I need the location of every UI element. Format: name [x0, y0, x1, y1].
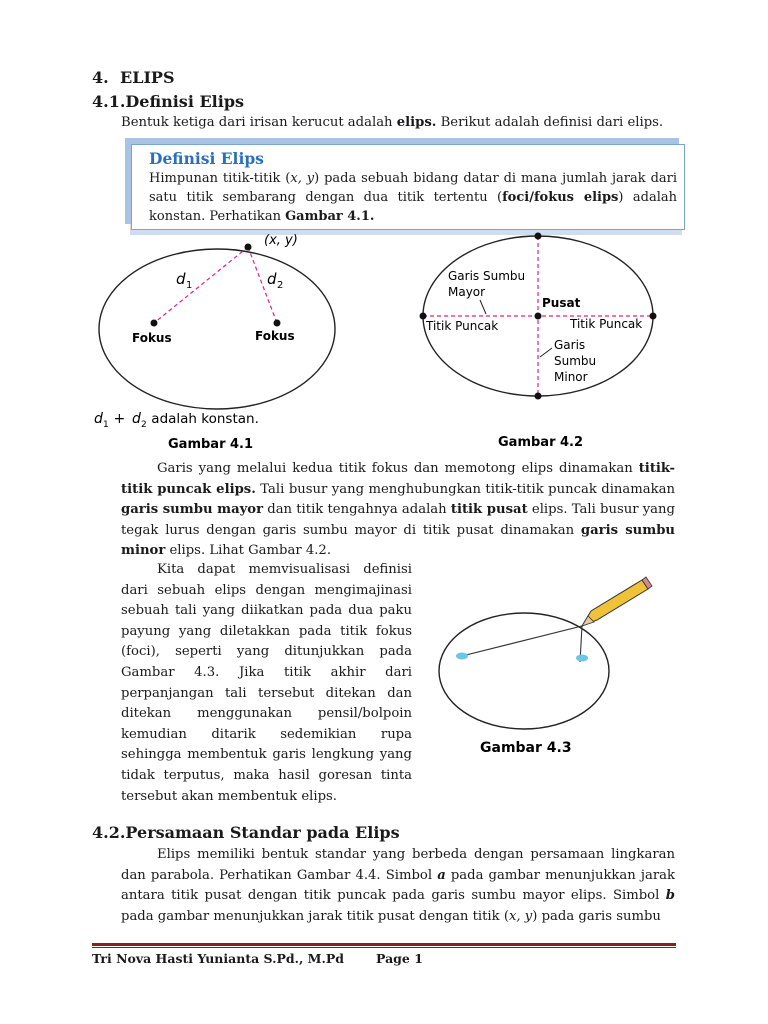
section-number: 4. — [92, 68, 109, 87]
p3-c: pada gambar menunjukkan jarak antara titik pusat dengan titik puncak pada garis sumbu mayor elips. Simbol — [121, 867, 675, 904]
vertex-left-label: Titik Puncak — [426, 319, 499, 333]
section-title: ELIPS — [120, 68, 175, 87]
intro-post: Berikut adalah definisi dari elips. — [436, 115, 664, 130]
center-point — [535, 313, 542, 320]
left-pin-icon — [456, 653, 468, 660]
major-pointer — [480, 300, 486, 314]
sum-d1-sub: 1 — [103, 420, 109, 430]
p1-i: elips. Lihat Gambar 4.2. — [165, 543, 332, 559]
def-t4: foci/fokus elips — [502, 190, 619, 205]
focus-left-point — [151, 320, 158, 327]
figure-4-3-caption: Gambar 4.3 — [480, 740, 572, 756]
vertex-right-label: Titik Puncak — [570, 317, 643, 331]
center-label: Pusat — [542, 296, 581, 310]
p3-b: a — [437, 867, 446, 883]
footer-author: Tri Nova Hasti Yunianta S.Pd., M.Pd — [92, 951, 345, 966]
def-t1: Himpunan titik-titik ( — [149, 171, 291, 186]
point-xy-label: (x, y) — [264, 233, 298, 248]
subsection-title: Definisi Elips — [125, 92, 245, 111]
minor-label-line1: Garis — [554, 338, 586, 352]
focus-left-label: Fokus — [132, 331, 172, 345]
p3-d: b — [665, 888, 675, 904]
major-label-line2: Mayor — [448, 285, 486, 299]
sum-text: adalah konstan. — [147, 411, 259, 427]
d2-label: d — [267, 270, 277, 288]
minor-label-line3: Minor — [554, 370, 588, 384]
minor-label-line2: Sumbu — [554, 354, 597, 368]
paragraph-standard-form — [121, 845, 675, 927]
def-t6: Gambar 4.1. — [285, 209, 375, 224]
d1-sub: 1 — [186, 280, 193, 291]
pencil-icon — [582, 577, 652, 626]
subsection-heading-4-2 — [92, 823, 400, 842]
p3-g: ) pada garis sumbu — [532, 908, 661, 924]
intro-bold: elips. — [396, 115, 437, 130]
distance-d1-line — [154, 247, 248, 323]
right-vertex-point — [650, 313, 657, 320]
subsection-title-2: Persamaan Standar pada Elips — [125, 823, 400, 842]
d1-label: d — [176, 270, 186, 288]
p1-c: Tali busur yang menghubungkan titik-titik puncak dinamakan — [255, 481, 676, 497]
intro-text — [121, 115, 681, 130]
figure-4-1-caption: Gambar 4.1 — [168, 437, 254, 452]
sum-plus: + — [109, 411, 130, 427]
focus-right-point — [274, 320, 281, 327]
p1-a: Garis yang melalui kedua titik fokus dan memotong elips dinamakan — [157, 461, 639, 476]
p1-d: garis sumbu mayor — [121, 502, 264, 518]
string-line — [462, 626, 582, 662]
focus-right-label: Fokus — [255, 329, 295, 343]
p1-f: titik pusat — [450, 502, 528, 518]
figure-4-2 — [414, 228, 672, 454]
d2-sub: 2 — [277, 280, 284, 291]
sum-d2-sub: 2 — [141, 420, 147, 430]
subsection-number-2: 4.2. — [92, 823, 126, 842]
point-xy — [245, 244, 252, 251]
footer-page-number: Page 1 — [376, 951, 423, 966]
p3-a: Elips memiliki bentuk standar yang berbeda dengan persamaan lingkaran dan parabola. Perhatikan Gambar 4.4. Simbol — [121, 847, 675, 883]
intro-pre: Bentuk ketiga dari irisan kerucut adalah — [121, 115, 397, 130]
p3-e: pada gambar menunjukkan jarak titik pusat dengan titik ( — [121, 908, 509, 924]
def-t3: ) pada sebuah bidang datar di mana jumlah jarak dari satu titik sembarang dengan dua titik tertentu ( — [149, 171, 678, 205]
subsection-heading-4-1 — [92, 92, 244, 111]
bottom-vertex-point — [535, 393, 542, 400]
figure-4-3 — [436, 576, 658, 760]
top-vertex-point — [535, 233, 542, 240]
ellipse-outline-3 — [439, 613, 609, 729]
figure-4-2-caption: Gambar 4.2 — [498, 435, 584, 450]
def-t5: ) adalah konstan. Perhatikan — [149, 190, 677, 224]
p1-b: titik-titik puncak elips. — [121, 461, 675, 497]
p3-f: x, y — [508, 908, 533, 924]
footer-rule-thick — [92, 943, 676, 946]
definition-body — [149, 169, 677, 226]
definition-title: Definisi Elips — [149, 149, 264, 168]
paragraph-visualize: Kita dapat memvisualisasi definisi dari sebuah elips dengan mengimajinasi sebuah tali yang diikatkan pada dua paku payung yang diletakkan pada titik fokus (foci), seperti yang ditunjukkan pada Gambar 4.3. Jika titik akhir dari perpanjangan tali tersebut ditekan dan ditekan menggunakan pensil/bolpoin kemudian ditarik sedemikian rupa sehingga membentuk garis lengkung yang tidak terputus, maka hasil goresan tinta tersebut akan membentuk elips. — [121, 562, 412, 804]
p1-h: garis sumbu minor — [121, 522, 675, 559]
p1-e: dan titik tengahnya adalah — [263, 502, 451, 518]
major-label-line1: Garis Sumbu — [448, 269, 526, 283]
section-heading — [92, 68, 175, 87]
ellipse-outline — [99, 249, 335, 409]
sum-d1: d — [94, 411, 103, 427]
def-t2: x, y — [290, 171, 315, 186]
right-pin-icon — [576, 655, 588, 662]
subsection-number: 4.1. — [92, 92, 126, 111]
footer-rule-thin — [92, 947, 676, 948]
sum-d2: d — [132, 411, 141, 427]
minor-pointer — [540, 348, 552, 357]
definition-box — [131, 144, 685, 230]
figure-4-1 — [92, 232, 342, 454]
p1-g: elips. Tali busur yang tegak lurus dengan garis sumbu mayor di titik pusat dinamakan — [121, 502, 675, 538]
paragraph-vertices — [121, 459, 675, 562]
